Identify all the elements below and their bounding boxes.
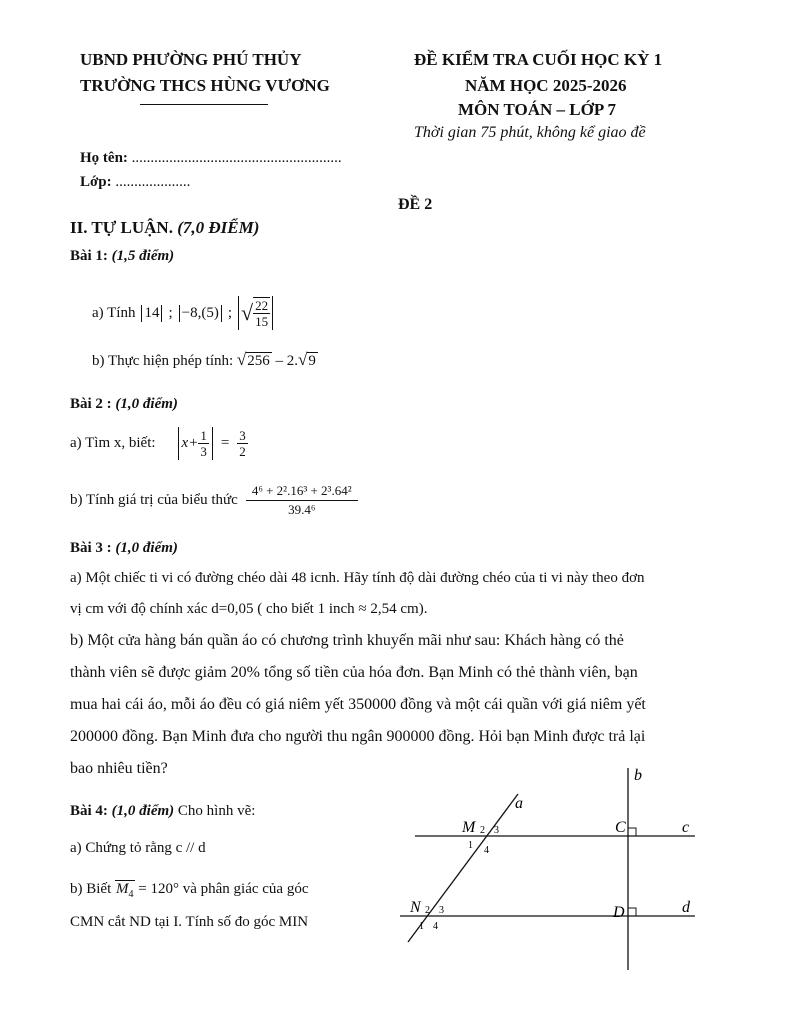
radical-sign: √ (241, 300, 254, 325)
minus-two: – 2. (271, 353, 299, 369)
school-name: TRƯỜNG THCS HÙNG VƯƠNG (80, 76, 330, 95)
line-a (408, 794, 518, 942)
fraction-22-15: $\frac{22}{15}$ (255, 298, 269, 329)
district-name: UBND PHƯỜNG PHÚ THỦY (80, 50, 302, 69)
bai4-title: Bài 4: (70, 803, 108, 819)
N-angle-3: 3 (439, 905, 444, 916)
fraction-3-2: $\frac{3}{2}$ (239, 428, 246, 459)
bai1-a-label: a) Tính (92, 304, 136, 321)
bai1-b-label: b) Thực hiện phép tính: (92, 353, 234, 369)
bai4-part-b-line2: CMN cắt ND tại I. Tính số đo góc MIN (70, 914, 309, 930)
bai1-part-b: b) Thực hiện phép tính: √256 – 2.√9 (92, 350, 316, 369)
exam-title: ĐỀ KIỂM TRA CUỐI HỌC KỲ 1 (414, 50, 663, 69)
subject-grade: MÔN TOÁN – LỚP 7 (458, 100, 617, 119)
bai4-part-b: b) Biết $M_4 = 120^\circ$ và phân giác của góc (70, 881, 309, 900)
label-C: C (615, 819, 626, 836)
abs-x-plus-third: x+ $\frac{1}{3}$ (178, 427, 213, 460)
bai2-points: (1,0 điểm) (115, 396, 178, 412)
angle-M4: $M_4$ (116, 881, 134, 900)
N-angle-1: 1 (419, 921, 424, 932)
right-angle-C (628, 828, 636, 836)
section-heading (70, 218, 259, 238)
bai4-points: (1,0 điểm) (111, 803, 175, 819)
label-c: c (682, 819, 690, 836)
bai3-part-a: a) Một chiếc ti vi có đường chéo dài 48 icnh. Hãy tính độ dài đường chéo của ti vi này theo đơn vị cm với độ chính xác d=0,05 ( cho biết 1 inch ≈ 2,54 cm). (70, 570, 645, 617)
bai4-intro: Cho hình vẽ: (177, 803, 256, 819)
bai1-points: (1,5 điểm) (111, 248, 175, 264)
expression-fraction: $\frac{\text{4⁶ + 2².16³ + 2³.64²}}{\text{39.4⁶}}$ (246, 482, 358, 519)
bai1-heading (70, 248, 174, 265)
N-angle-2: 2 (425, 905, 430, 916)
bai3-title: Bài 3 : (70, 540, 112, 556)
section-title: II. TỰ LUẬN. (70, 218, 173, 237)
class-dots: .................... (115, 174, 191, 190)
abs-value-repeating-decimal: −8,(5) (179, 305, 222, 322)
section-points: (7,0 ĐIỂM) (177, 218, 260, 237)
school-year: NĂM HỌC 2025-2026 (465, 76, 627, 95)
name-dots: ........................................................ (131, 150, 342, 166)
label-d: d (682, 899, 690, 916)
bai2-heading (70, 396, 178, 413)
equals-sign: = (220, 435, 230, 451)
header-divider (140, 104, 268, 105)
sqrt-256: 256 (247, 353, 270, 369)
bai4-part-a: a) Chứng tỏ rằng c // d (70, 840, 206, 856)
class-label: Lớp: (80, 174, 112, 190)
M-angle-2: 2 (480, 825, 485, 836)
bai2-b-label: b) Tính giá trị của biểu thức (70, 492, 238, 508)
fraction-1-3: $\frac{1}{3}$ (200, 428, 207, 459)
bai4-heading (70, 803, 255, 820)
bai3-part-b: b) Một cửa hàng bán quần áo có chương trình khuyến mãi như sau: Khách hàng có thẻ thành viên sẽ được giảm 20% tổng số tiền của hóa đơn. Bạn Minh có thẻ thành viên, bạn mua hai cái áo, mỗi áo đều có giá niêm yết 350000 đồng và một cái quần với giá niêm yết 200000 đồng. Bạn Minh đưa cho người thu ngân 900000 đồng. Hỏi bạn Minh được trả lại bao nhiêu tiền? (70, 632, 646, 777)
bai3-heading (70, 540, 178, 557)
separator-1: ; (168, 304, 173, 321)
bai1-title: Bài 1: (70, 248, 108, 264)
bai2-title: Bài 2 : (70, 396, 112, 412)
bai2-part-a (70, 427, 248, 460)
bai1-part-a (92, 296, 273, 330)
geometry-figure (400, 760, 710, 975)
right-angle-D (628, 908, 636, 916)
label-a: a (515, 795, 523, 812)
label-M: M (462, 819, 476, 836)
student-class-field (80, 174, 190, 191)
M-angle-3: 3 (494, 825, 499, 836)
label-b: b (634, 767, 642, 784)
exam-code: ĐỀ 2 (398, 196, 433, 213)
exam-duration: Thời gian 75 phút, không kể giao đề (414, 124, 646, 141)
label-D: D (613, 904, 625, 921)
abs-value-14: 14 (141, 305, 162, 322)
separator-2: ; (227, 304, 233, 321)
N-angle-4: 4 (433, 921, 438, 932)
label-N: N (410, 899, 421, 916)
sqrt-9: 9 (308, 353, 316, 369)
bai2-a-label: a) Tìm x, biết: (70, 435, 156, 451)
bai2-part-b (70, 482, 358, 519)
bai3-points: (1,0 điểm) (115, 540, 178, 556)
abs-sqrt-fraction (238, 296, 273, 330)
name-label: Họ tên: (80, 150, 128, 166)
M-angle-4: 4 (484, 845, 489, 856)
M-angle-1: 1 (468, 840, 473, 851)
student-name-field (80, 150, 342, 167)
